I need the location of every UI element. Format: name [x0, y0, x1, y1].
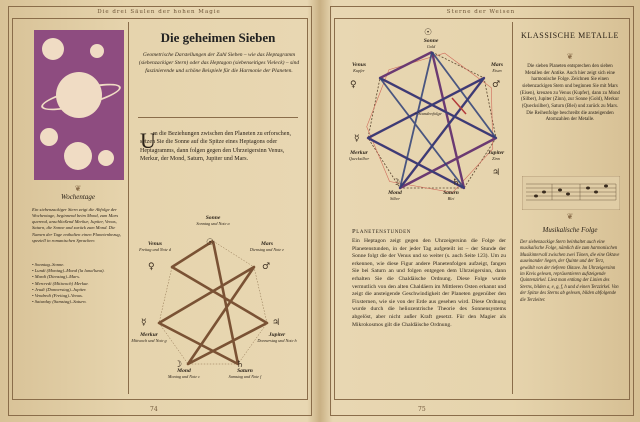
list-item: • Lundi (Montag)–Mond (la luna/luna).	[32, 268, 105, 274]
mars-glyph-icon: ♂	[262, 262, 271, 272]
sidebar-title: Wochentage	[61, 193, 95, 201]
divider	[138, 117, 298, 118]
venus-glyph-icon: ♀	[148, 262, 155, 272]
intro-text: Geometrische Darstellungen der Zahl Sieben – wie das Heptagramm (siebenzackiger Stern) oder das Heptagon (siebenseitiges Vieleck) – sind faszinierende und schöne Beispiele für die Harmonie der Planeten.	[138, 52, 300, 74]
list-item: • Mercredi (Mittwoch) Merkur.	[32, 280, 89, 286]
music-text: Der siebenzackige Stern beinhaltet auch eine musikalische Folge, nämlich die zum harmonischen Musikintervall zwischen zwei Tönen, die eine Oktave auseinander liegen, der Quinte und der Terz, gewählt von der tieferen Oktave. Im Uhrzeigersinn im Kreis gelesen, repräsentieren aufsteigende Quintenzirkel. Liest man entlang der Linien des Sterns, bilden a, e, g, f, h und d einen Terzzirkel. Von der Spitze des Sterns ab gelesen, bilden abfolgende die Terzleiter.	[520, 240, 620, 303]
mercury-glyph-icon: ☿	[354, 134, 360, 144]
label-jupiter: Jupiter Donnerstag und Note h	[257, 332, 297, 343]
saturn-glyph-icon: ♄	[236, 360, 245, 370]
heptagon-outline	[159, 241, 267, 364]
running-head: Sterne der Weisen	[446, 9, 516, 15]
ornament-icon: ❦	[566, 52, 574, 61]
page-number: 74	[150, 406, 158, 413]
sun-glyph-icon: ☉	[206, 238, 215, 248]
list-item: • Sonntag–Sonne.	[32, 262, 65, 267]
sidebar-text: Ein siebenzackiger Stern zeigt die Abfolge der Wochentage, beginnend beim Mond, zum Mars querend, anschließend Merkur, Jupiter, Venus, Saturn, die Sonne und zurück zum Mond. Die Namen der Tage enthalten einen Planetenbezug, speziell in romanischen Sprachen:	[32, 207, 121, 243]
label-merkur: Merkur Mittwoch und Note g	[131, 332, 167, 343]
label-saturn: Saturn Samstag und Note f	[228, 368, 262, 379]
weekday-list	[32, 262, 124, 306]
right-page	[322, 0, 640, 422]
label-venus: Venus Freitag und Note d	[139, 241, 171, 252]
label-saturn: Saturn Blei	[443, 190, 459, 201]
music-title: Musikalische Folge	[542, 226, 598, 234]
page-number: 75	[418, 406, 426, 413]
mars-glyph-icon: ♂	[492, 80, 501, 90]
planets-illustration	[34, 30, 124, 180]
left-page	[0, 0, 318, 422]
moon-glyph-icon: ☽	[174, 360, 183, 370]
heptagon-diagram	[362, 48, 502, 198]
label-mars: Mars Dienstag und Note e	[249, 241, 285, 252]
venus-glyph-icon: ♀	[350, 80, 357, 90]
planet-icon	[42, 38, 64, 60]
label-mond: Mond Montag und Note c	[167, 368, 201, 379]
sun-glyph-icon: ☉	[424, 28, 433, 38]
saturn-glyph-icon: ♄	[452, 178, 461, 188]
ornament-icon: ❦	[566, 212, 574, 221]
label-sonne: Sonne Gold	[423, 38, 439, 49]
page-title: Die geheimen Sieben	[160, 30, 276, 45]
list-item: • Jeudi (Donnerstag)–Jupiter.	[32, 286, 87, 292]
section-title: Planetenstunden	[352, 228, 411, 235]
heptagon-outline	[368, 52, 496, 188]
label-jupiter: Jupiter Zinn	[487, 150, 505, 161]
planet-icon	[90, 44, 104, 58]
heptagram	[148, 236, 281, 376]
planet-icon	[98, 150, 114, 166]
label-mars: Mars Eisen	[490, 62, 504, 73]
moon-glyph-icon: ☽	[392, 178, 401, 188]
dropcap: U	[140, 128, 156, 153]
jupiter-glyph-icon: ♃	[492, 168, 501, 178]
section-text: Ein Heptagon zeigt gegen den Uhrzeigersinn die Folge der Planetenstunden, in der jeder Tag aufgeteilt ist – der Stunde der Sonne folgt die der Venus und so weiter (s. auch Seite 123). Um zu erkennen, wie diese Figur andere Planetenfolgen aufzeigt, fangen Sie bei Saturn an und folgen entgegen dem Uhrzeigersinn, dann erhalten Sie die Chaldäische Ordnung. Diese Folge wurde vermutlich von den alten Chaldäern im Mittleren Osten erkannt und zeigt die ansteigende Geschwindigkeit der Planeten gegenüber den Fixsternen, wie sie von der Erde aus gesehen wird. Diese Ordnung wurde durch die heliozentrische Theorie des Sonnensystems abgelöst, aber nicht außer Kraft gesetzt. Für den Magier als Mikrokosmos gilt die Chaldäische Ordnung.	[352, 238, 506, 328]
body-text: m die Beziehungen zwischen den Planeten zu erforschen, setzen Sie die Sonne auf die Spitze eines Heptagons oder Heptagramms, dann folgen gegen den Uhrzeigersinn Venus, Merkur, der Mond, Saturn, Jupiter und Mars.	[140, 131, 291, 162]
column-divider	[512, 22, 513, 394]
mercury-glyph-icon: ☿	[141, 318, 147, 328]
sidebar-text: Die sieben Planeten entsprechen den sieben Metallen der Antike. Auch hier zeigt sich eine harmonische Folge. Zeichnen Sie einen siebenzackigen Stern und beginnen Sie mit Mars (Eisen), kreuzen zu Venus (Kupfer), dann zu Mond (Silber), Jupiter (Zinn), zur Sonne (Gold), Merkur (Quecksilber), Saturn (Blei) und zurück zu Mars. Die Reihenfolge beschreibt die ansteigenden Atomzahlen der Metalle.	[520, 64, 620, 123]
running-head: Die drei Säulen der hohen Magie	[97, 9, 221, 15]
planet-icon	[64, 142, 92, 170]
label-sonne: Sonne Sonntag und Note a	[196, 215, 230, 226]
list-item: • Mardi (Dienstag)–Mars.	[32, 274, 81, 280]
jupiter-glyph-icon: ♃	[272, 318, 281, 328]
center-label: = Stundenfolge	[414, 111, 442, 116]
label-merkur: Merkur Quecksilber	[348, 150, 370, 161]
list-item: • Vendredi (Freitag)–Venus.	[32, 293, 83, 299]
sidebar-title: KLASSISCHE METALLE	[521, 31, 619, 40]
planet-icon	[40, 128, 58, 146]
label-mond: Mond Silber	[388, 190, 402, 201]
music-staff-icon	[522, 176, 620, 210]
ornament-icon: ❦	[74, 184, 82, 193]
label-venus: Venus Kupfer	[352, 62, 366, 73]
inner-ring	[362, 48, 502, 198]
list-item: • Saturday (Samstag)–Saturn.	[32, 299, 87, 305]
